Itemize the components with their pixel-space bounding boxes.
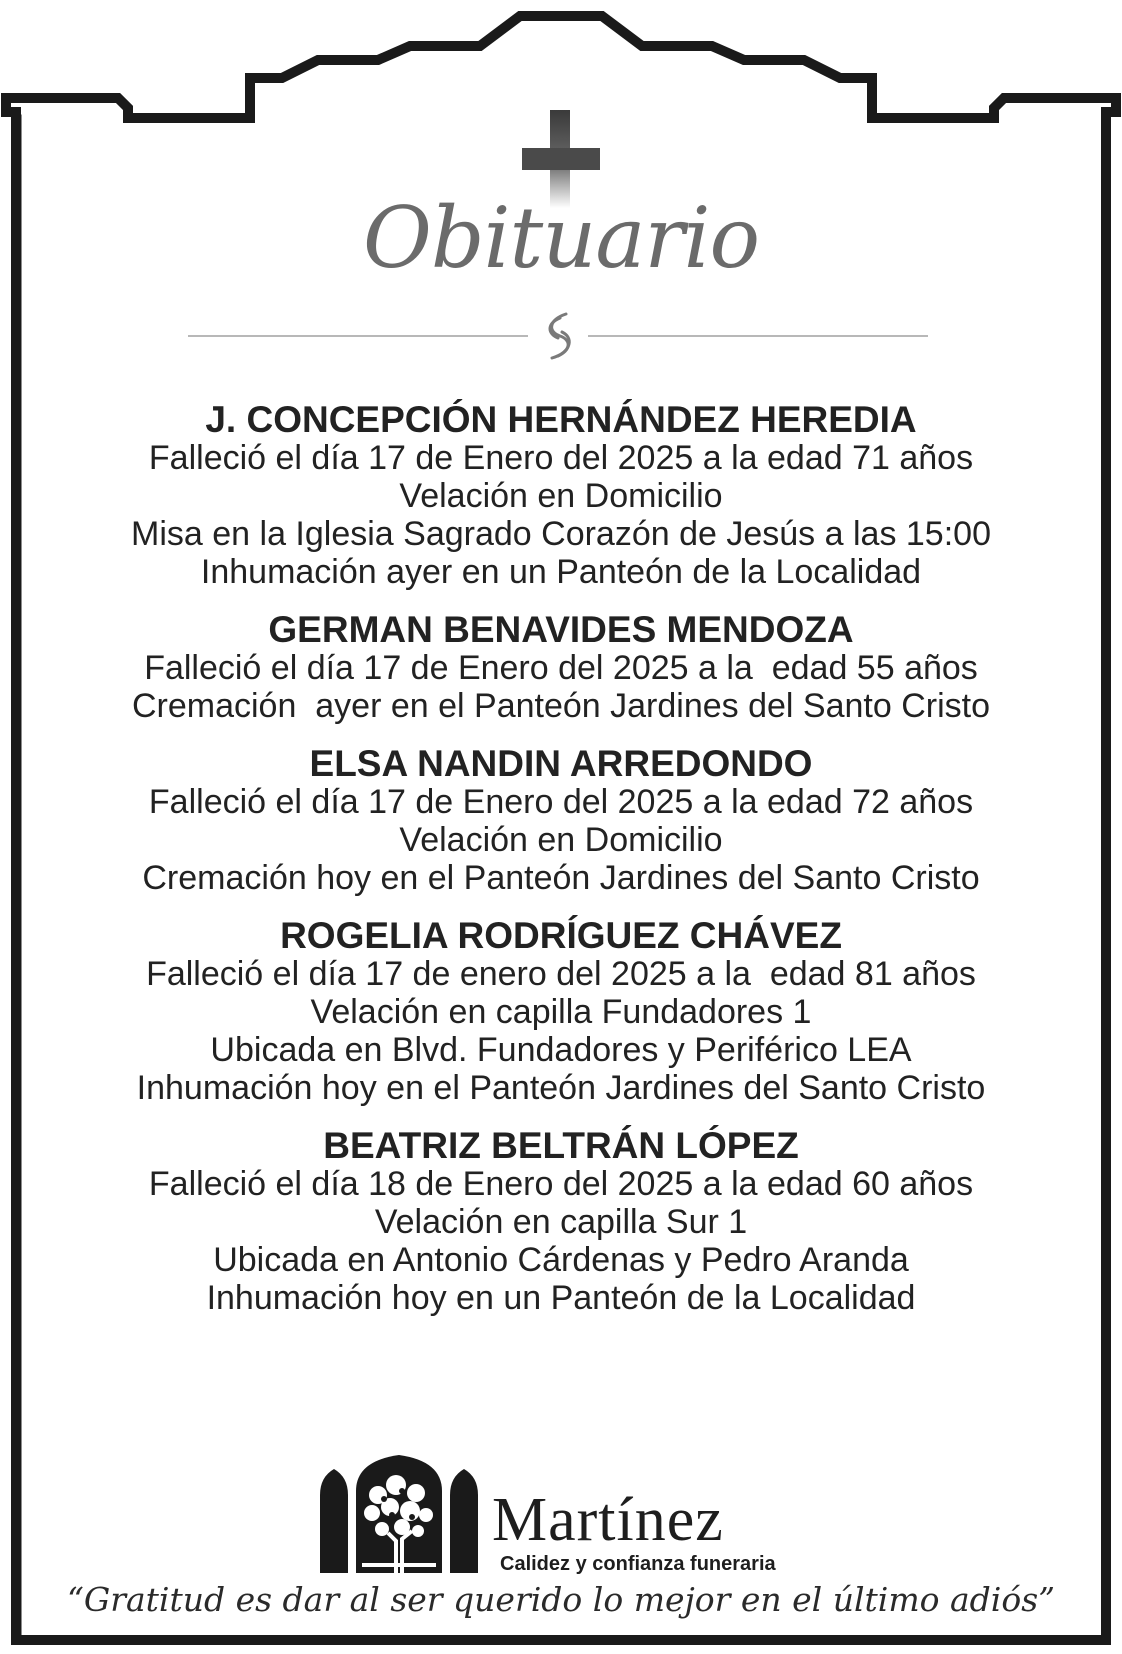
obituary-detail-line: Inhumación hoy en el Panteón Jardines del Santo Cristo [136,1069,986,1107]
obituary-entry [40,744,1082,897]
page-title: Obituario [362,189,760,287]
scroll-ornament-divider [188,310,928,360]
deceased-name: ELSA NANDIN ARREDONDO [309,743,813,784]
obituary-detail-line: Velación en Domicilio [399,821,723,859]
obituary-detail-line: Ubicada en Antonio Cárdenas y Pedro Aranda [213,1241,909,1279]
brand-name: Martínez [492,1486,724,1554]
obituary-detail-line: Velación en capilla Sur 1 [374,1203,748,1241]
obituary-detail-line: Falleció el día 17 de Enero del 2025 a la edad 55 años [144,649,978,687]
obituary-detail-line: Falleció el día 17 de Enero del 2025 a la edad 72 años [148,783,974,821]
obituary-detail-line: Misa en la Iglesia Sagrado Corazón de Jesús a las 15:00 [131,515,991,553]
obituary-detail-line: Falleció el día 18 de Enero del 2025 a la edad 60 años [148,1165,974,1203]
scroll-ornament-icon [550,314,569,358]
obituary-detail-line: Inhumación ayer en un Panteón de la Localidad [200,553,922,591]
deceased-name: J. CONCEPCIÓN HERNÁNDEZ HEREDIA [205,399,917,440]
closing-motto: “Gratitud es dar al ser querido lo mejor en el último adiós” [66,1580,1056,1619]
obituary-detail-line: Falleció el día 17 de Enero del 2025 a la edad 71 años [148,439,974,477]
obituary-detail-line: Cremación ayer en el Panteón Jardines del Santo Cristo [131,687,991,725]
obituary-detail-line: Cremación hoy en el Panteón Jardines del Santo Cristo [142,859,980,897]
obituary-entry [40,400,1082,591]
obituary-entry [40,610,1082,725]
obituary-detail-line: Falleció el día 17 de enero del 2025 a la edad 81 años [146,955,976,993]
deceased-name: GERMAN BENAVIDES MENDOZA [268,609,854,650]
obituary-entry [40,916,1082,1107]
chapel-tree-logo-icon [318,1455,480,1575]
obituary-entry [40,1126,1082,1317]
deceased-name: BEATRIZ BELTRÁN LÓPEZ [323,1125,799,1166]
obituary-detail-line: Velación en Domicilio [399,477,723,515]
obituary-detail-line: Inhumación hoy en un Panteón de la Localidad [206,1279,916,1317]
obituary-detail-line: Ubicada en Blvd. Fundadores y Periférico LEA [210,1031,912,1069]
deceased-name: ROGELIA RODRÍGUEZ CHÁVEZ [280,915,842,956]
brand-tagline: Calidez y confianza funeraria [500,1553,776,1575]
obituary-detail-line: Velación en capilla Fundadores 1 [310,993,812,1031]
obituary-list [40,400,1082,1336]
